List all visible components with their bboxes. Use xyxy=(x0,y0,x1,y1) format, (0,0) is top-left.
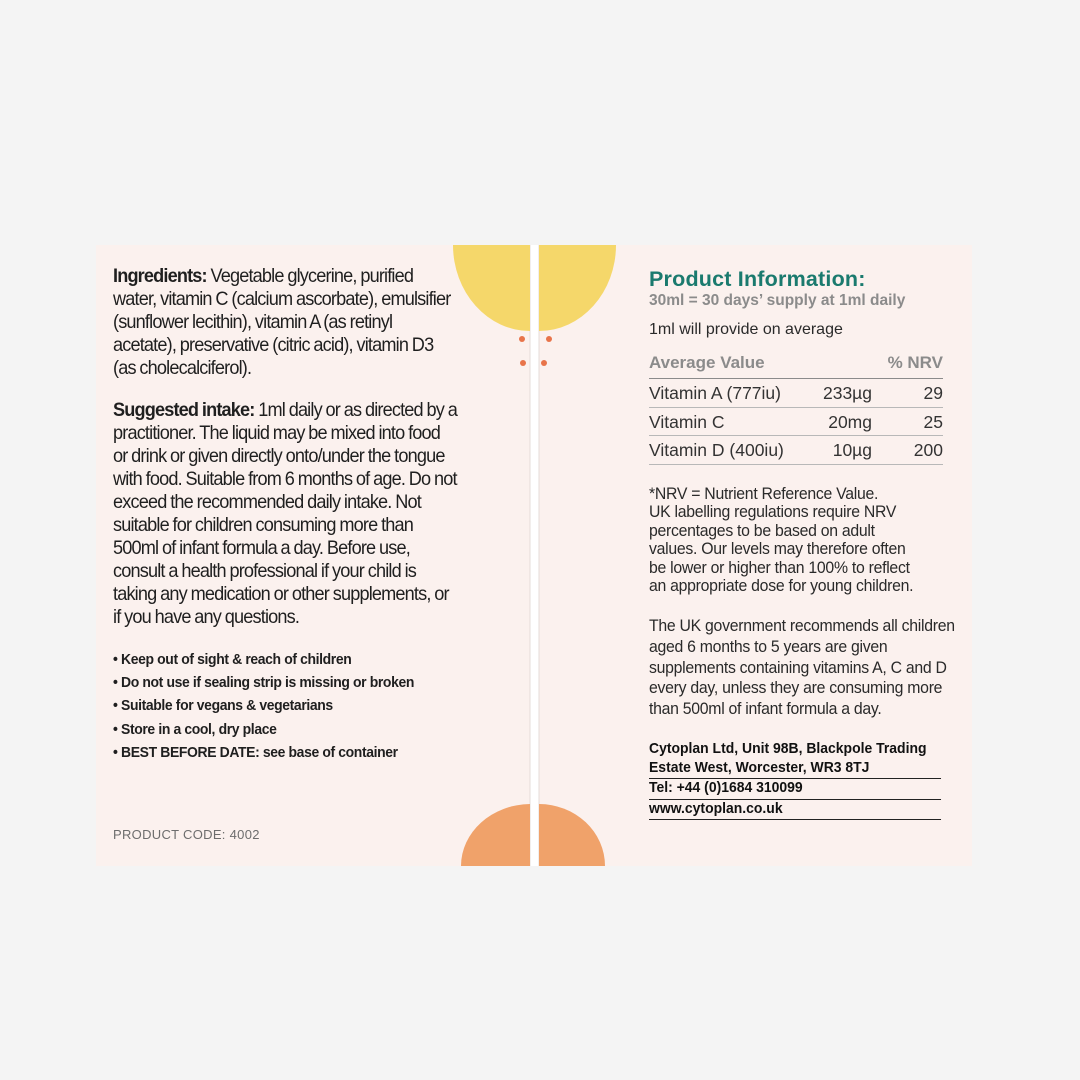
dot xyxy=(546,336,552,342)
nutrient-name: Vitamin C xyxy=(649,407,812,436)
nrv-note-line: values. Our levels may therefore often xyxy=(649,539,906,559)
intake-text: 1ml daily or as directed by a practitioner. The liquid may be mixed into food or drink or given directly onto/under the tongue with food. Suitable from 6 months of age. Do not exceed the recommended daily intake. Not suitable for children consuming more than 500ml of infant formula a day. Before use, consult a health professional if your child is taking any medication or other supplements, or if you have any questions. xyxy=(113,399,457,628)
left-panel xyxy=(113,265,458,764)
orange-half-circle-left xyxy=(461,804,530,866)
ingredients-text: Vegetable glycerine, purified water, vitamin C (calcium ascorbate), emulsifier (sunflower lecithin), vitamin A (as retinyl acetate), preservative (citric acid), vitamin D3 (as cholecalciferol). xyxy=(113,265,451,379)
list-item: • Keep out of sight & reach of children xyxy=(113,648,457,671)
list-item: • Do not use if sealing strip is missing or broken xyxy=(113,671,457,694)
dot xyxy=(519,336,525,342)
phone-number: Tel: +44 (0)1684 310099 xyxy=(649,779,941,800)
list-item: • Suitable for vegans & vegetarians xyxy=(113,694,457,717)
table-row xyxy=(649,379,943,408)
nrv-note-line: be lower or higher than 100% to reflect xyxy=(649,557,910,577)
table-row xyxy=(649,436,943,465)
nutrient-amount: 10µg xyxy=(812,436,876,465)
supply-text: 30ml = 30 days’ supply at 1ml daily xyxy=(649,292,906,309)
yellow-half-circle-left xyxy=(453,245,530,331)
yellow-half-circle-right xyxy=(539,245,616,331)
intake-heading: Suggested intake: xyxy=(113,399,255,421)
dot xyxy=(520,360,526,366)
product-label xyxy=(96,245,972,866)
nutrient-nrv: 25 xyxy=(876,407,943,436)
ingredients-heading: Ingredients: xyxy=(113,265,207,287)
header-average-value: Average Value xyxy=(649,349,876,379)
nutrition-table xyxy=(649,349,943,465)
nrv-note-line: an appropriate dose for young children. xyxy=(649,576,914,596)
address-line: Cytoplan Ltd, Unit 98B, Blackpole Trading xyxy=(649,740,927,758)
orange-half-circle-right xyxy=(539,804,605,866)
ingredients-paragraph xyxy=(113,265,457,380)
list-item: • BEST BEFORE DATE: see base of container xyxy=(113,741,457,764)
nutrient-name: Vitamin A (777iu) xyxy=(649,379,812,408)
table-header-row xyxy=(649,349,943,379)
table-row xyxy=(649,407,943,436)
nutrient-nrv: 29 xyxy=(876,379,943,408)
nutrient-amount: 20mg xyxy=(812,407,876,436)
nutrient-amount: 233µg xyxy=(812,379,876,408)
header-nrv: % NRV xyxy=(876,349,943,379)
product-code: PRODUCT CODE: 4002 xyxy=(113,827,260,842)
nrv-note xyxy=(649,485,963,597)
warning-list xyxy=(113,648,457,764)
list-item: • Store in a cool, dry place xyxy=(113,718,457,741)
right-panel xyxy=(649,267,963,820)
dot xyxy=(541,360,547,366)
nrv-note-line: UK labelling regulations require NRV xyxy=(649,502,897,522)
intake-paragraph xyxy=(113,399,457,629)
nutrient-name: Vitamin D (400iu) xyxy=(649,436,812,465)
nrv-note-line: *NRV = Nutrient Reference Value. xyxy=(649,483,879,503)
address-line: Estate West, Worcester, WR3 8TJ xyxy=(649,759,941,780)
company-address xyxy=(649,740,941,820)
government-note: The UK government recommends all children aged 6 months to 5 years are given supplements containing vitamins A, C and D every day, unless they are consuming more than 500ml of infant formula a day. xyxy=(649,616,955,719)
product-info-title: Product Information: xyxy=(649,267,866,291)
label-fold-gap xyxy=(530,245,539,866)
nrv-note-line: percentages to be based on adult xyxy=(649,520,875,540)
website-link: www.cytoplan.co.uk xyxy=(649,800,941,821)
provide-text: 1ml will provide on average xyxy=(649,321,843,338)
nutrient-nrv: 200 xyxy=(876,436,943,465)
